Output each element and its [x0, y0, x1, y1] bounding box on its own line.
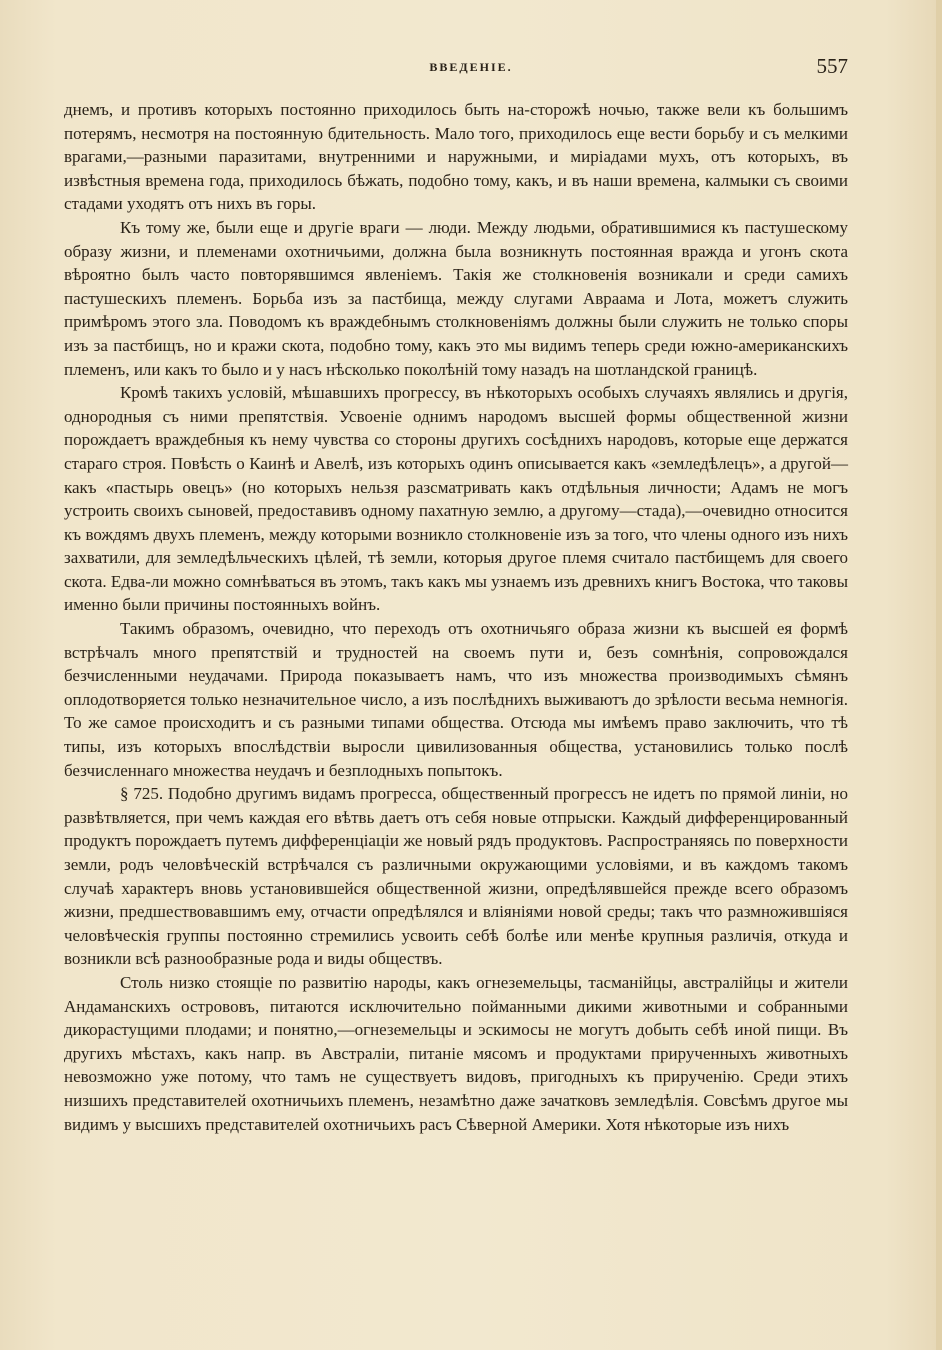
- body-text: [64, 98, 848, 1136]
- running-title: ВВЕДЕНІЕ.: [429, 60, 513, 74]
- paragraph: Кромѣ такихъ условій, мѣшавшихъ прогрессу, въ нѣкоторыхъ особыхъ случаяхъ являлись и другія, однородныя съ ними препятствія. Усвоеніе однимъ народомъ высшей формы общественной жизни порождаетъ враждебныя къ нему чувства со стороны другихъ сосѣднихъ народовъ, которые еще держатся стараго строя. Повѣсть о Каинѣ и Авелѣ, изъ которыхъ одинъ описывается какъ «земледѣлецъ», а другой—какъ «пастырь овецъ» (но которыхъ нельзя разсматривать какъ отдѣльныя личности; Адамъ не могъ устроить своихъ сыновей, предоставивъ одному пахатную землю, а другому—стада),—очевидно относится къ вождямъ двухъ племенъ, между которыми возникло столкновеніе изъ за того, что члены одного изъ нихъ захватили, для земледѣльческихъ цѣлей, тѣ земли, которыя другое племя считало пастбищемъ для своего скота. Едва-ли можно сомнѣваться въ этомъ, такъ какъ мы узнаемъ изъ древнихъ книгъ Востока, что таковы именно были причины постоянныхъ войнъ.: [64, 383, 848, 615]
- paragraph: Къ тому же, были еще и другіе враги — люди. Между людьми, обратившимися къ пастушескому образу жизни, и племенами охотничьими, должна была возникнуть постоянная вражда и угонъ скота вѣроятно былъ часто повторявшимся явленіемъ. Такія же столкновенія возникали и среди самихъ пастушескихъ племенъ. Борьба изъ за пастбища, между слугами Авраама и Лота, можетъ служить примѣромъ этого зла. Поводомъ къ враждебнымъ столкновеніямъ должны были служить не только споры изъ за пастбищъ, но и кражи скота, подобно тому, какъ это мы видимъ теперь среди южно-американскихъ племенъ, или какъ то было и у насъ нѣсколько поколѣній тому назадъ на шотландской границѣ.: [64, 217, 848, 379]
- paragraph: Столь низко стоящіе по развитію народы, какъ огнеземельцы, тасманійцы, австралійцы и жители Андаманскихъ острововъ, питаются исключительно пойманными дикими животными и собранными дикорастущими плодами; и понятно,—огнеземельцы и эскимосы не могутъ добыть себѣ иной пищи. Въ другихъ мѣстахъ, какъ напр. въ Австраліи, питаніе мясомъ и продуктами прирученныхъ животныхъ невозможно уже потому, что тамъ не существуетъ видовъ, пригодныхъ къ прирученію. Среди этихъ низшихъ представителей охотничьихъ племенъ, незамѣтно даже зачатковъ земледѣлія. Совсѣмъ другое мы видимъ у высшихъ представителей охотничьихъ расъ Сѣверной Америки. Хотя нѣкоторые изъ нихъ: [64, 972, 848, 1134]
- paragraph: Такимъ образомъ, очевидно, что переходъ отъ охотничьяго образа жизни къ высшей ея формѣ встрѣчалъ много препятствій и трудностей на своемъ пути и, безъ сомнѣнія, сопровождался безчисленными неудачами. Природа показываетъ намъ, что изъ множества производимыхъ сѣмянъ оплодотворяется только незначительное число, а изъ послѣднихъ выживаютъ до зрѣлости весьма немногія. То же самое происходитъ и съ разными типами общества. Отсюда мы имѣемъ право заключить, что тѣ типы, изъ которыхъ впослѣдствіи выросли цивилизованныя общества, установились только послѣ безчисленнаго множества неудачъ и безплодныхъ попытокъ.: [64, 619, 848, 780]
- page-number: 557: [816, 54, 848, 78]
- section-paragraph: § 725. Подобно другимъ видамъ прогресса, общественный прогрессъ не идетъ по прямой линіи, но развѣтвляется, при чемъ каждая его вѣтвь даетъ отъ себя новые отпрыски. Каждый дифференцированный продуктъ порождаетъ путемъ дифференціаціи же новый рядъ продуктовъ. Распространяясь по поверхности земли, родъ человѣческій встрѣчался съ различными окружающими условіями, и въ каждомъ такомъ случаѣ характеръ вновь установившейся общественной жизни, опредѣлявшейся прежде всего образомъ жизни, предшествовавшимъ ему, отчасти опредѣлялся и вліяніями новой среды; такъ что размножившіяся человѣческія группы постоянно стремились усвоить себѣ болѣе или менѣе крупныя различія, откуда и возникли всѣ разнообразные рода и виды обществъ.: [64, 784, 848, 969]
- page-edge-shadow: [936, 0, 942, 1350]
- paragraph: днемъ, и противъ которыхъ постоянно приходилось быть на-сторожѣ ночью, также вели къ большимъ потерямъ, несмотря на постоянную бдительность. Мало того, приходилось еще вести борьбу и съ мелкими врагами,—разными паразитами, внутренними и наружными, и миріадами мухъ, отъ которыхъ, въ извѣстныя времена года, приходилось бѣжать, подобно тому, какъ, и въ наши времена, калмыки съ своими стадами уходятъ отъ нихъ въ горы.: [64, 100, 848, 214]
